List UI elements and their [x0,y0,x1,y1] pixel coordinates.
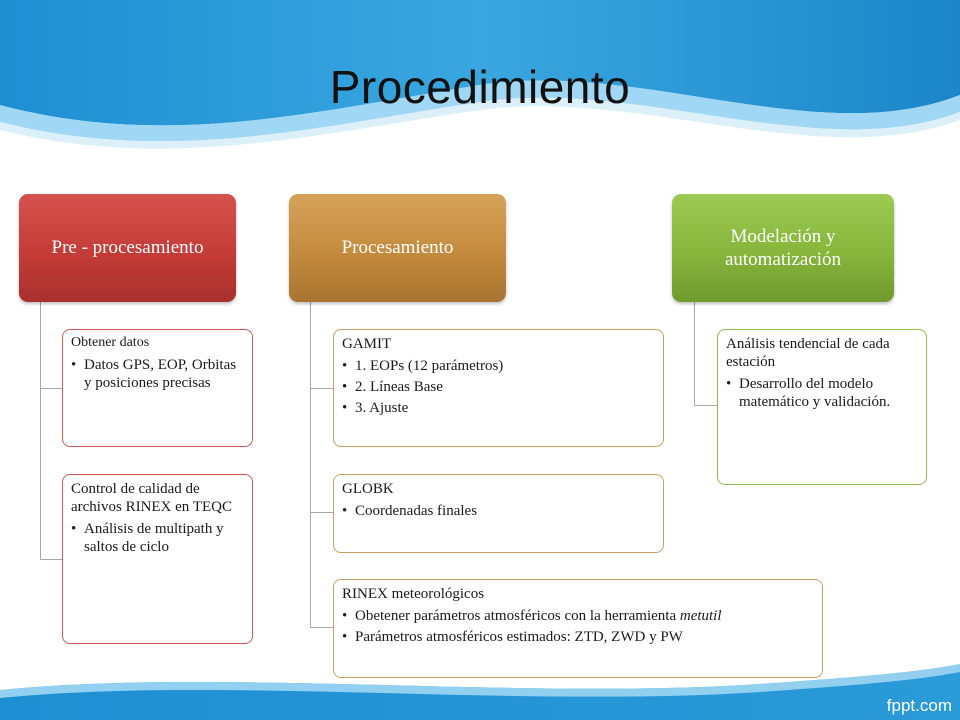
bullet-list [71,356,244,392]
bullet-item: • Parámetros atmosféricos estimados: ZTD, ZWD y PW [342,628,814,646]
bullet-item: • Coordenadas finales [342,502,655,520]
card-gamit [333,329,664,447]
brand-watermark: fppt.com [886,696,952,715]
connector-branch-2a [310,388,333,389]
bullet-list [726,375,918,411]
card-heading: Obtener datos [71,335,150,350]
bullet-list [342,607,814,646]
connector-vertical-3 [694,302,695,406]
header-label: Pre - procesamiento [51,237,204,259]
bullet-item: • Análisis de multipath y saltos de ciclo [71,520,244,556]
header-pre-procesamiento [19,194,236,302]
header-modelacion [672,194,894,302]
card-heading: GAMIT [342,336,392,352]
connector-branch-1a [40,388,62,389]
card-heading: Control de calidad de archivos RINEX en TEQC [71,481,232,515]
connector-vertical-2 [310,302,311,628]
bullet-text: Obetener parámetros atmosféricos con la herramienta [355,608,680,624]
connector-vertical-1 [40,302,41,560]
bullet-list [342,357,655,417]
header-label: Procesamiento [341,237,454,259]
connector-branch-2b [310,512,333,513]
bullet-list [342,502,655,520]
bullet-item: • 1. EOPs (12 parámetros) [342,357,655,375]
card-analisis-tendencial [717,329,927,485]
card-obtener-datos [62,329,253,447]
header-procesamiento [289,194,506,302]
slide-title: Procedimiento [329,61,631,113]
card-rinex-meteorologicos [333,579,823,678]
bullet-item: • 3. Ajuste [342,399,655,417]
connector-branch-3a [694,405,717,406]
connector-branch-1b [40,559,62,560]
card-globk [333,474,664,553]
bullet-item: • Desarrollo del modelo matemático y validación. [726,375,918,411]
card-heading: RINEX meteorológicos [342,586,485,602]
card-heading: GLOBK [342,481,394,497]
bullet-item: • Datos GPS, EOP, Orbitas y posiciones precisas [71,356,244,392]
connector-branch-2c [310,627,333,628]
bullet-item [342,607,814,625]
card-heading: Análisis tendencial de cada estación [726,336,890,370]
card-control-calidad [62,474,253,644]
header-label: Modelación y automatización [724,225,842,270]
bullet-item: • 2. Líneas Base [342,378,655,396]
tool-name: metutil [679,608,722,624]
bullet-list [71,520,244,556]
